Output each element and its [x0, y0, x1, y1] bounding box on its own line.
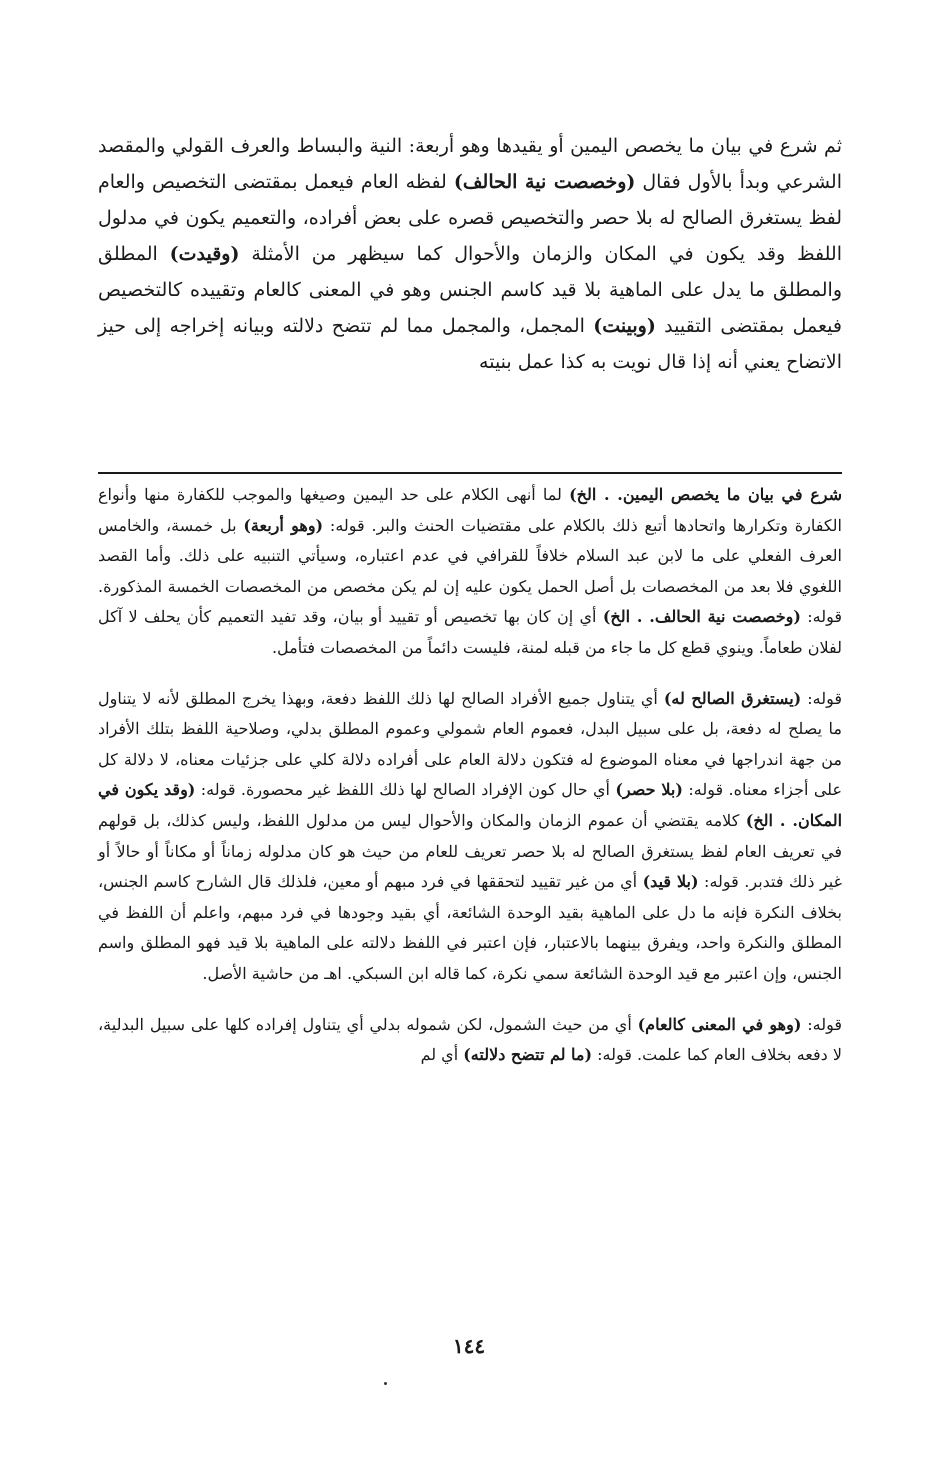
- footnote-bold: (وهو أربعة): [243, 515, 324, 535]
- footnote-text: لما أنهى الكلام على حد اليمين وصيغها والموجب للكفارة منها وأنواع الكفارة وتكرارها واتحادها أتبع ذلك بالكلام على مقتضيات الحنث والبر. قوله:: [98, 485, 843, 535]
- footnote-paragraph-3: [98, 1010, 842, 1071]
- footnote-text: أي حال كون الإفراد الصالح لها ذلك اللفظ غير محصورة. قوله:: [195, 780, 616, 800]
- footnote-bold: (وهو في المعنى كالعام): [637, 1014, 802, 1034]
- footnote-bold: (وخصصت نية الحالف. . الخ): [602, 607, 801, 627]
- footnote-bold: (بلا قيد): [642, 872, 699, 892]
- footnote-text: قوله:: [801, 1014, 843, 1034]
- footnote-bold: (بلا حصر): [615, 780, 683, 800]
- footnote-text: أي من حيث الشمول، لكن شموله بدلي أي يتناول إفراده كلها على سبيل البدلية، لا دفعه بخلاف العام كما علمت. قوله:: [98, 1014, 842, 1065]
- main-text-bold: (وخصصت نية الحالف): [453, 171, 636, 193]
- footnote-text: قوله:: [801, 688, 843, 708]
- footnote-text: أي يتناول جميع الأفراد الصالح لها ذلك اللفظ دفعة، وبهذا يخرج المطلق لأنه لا يتناول ما يصلح له دفعة، بل على سبيل البدل، فعموم العام شمولي وعموم المطلق بدلي، وصلاحية اللفظ بتلك الأفراد من جهة اندراجها في معناه الموضوع له فتكون دلالة العام على أفراده دلالة كلي على جزئيات معناه، لا دلالة كل على أجزاء معناه. قوله:: [98, 688, 843, 800]
- page-number: ١٤٤: [452, 1334, 486, 1358]
- scan-speck: [384, 1382, 387, 1385]
- main-text-segment: المطلق والمطلق ما يدل على الماهية بلا قيد كاسم الجنس وهو في المعنى كالعام وتقييده كالتخصيص فيعمل بمقتضى التقييد: [98, 243, 842, 337]
- main-text-segment: لفظه العام فيعمل بمقتضى التخصيص والعام لفظ يستغرق الصالح له بلا حصر والتخصيص قصره على بعض أفراده، والتعميم يكون في مدلول اللفظ وقد يكون في المكان والزمان والأحوال كما سيظهر من الأمثلة: [98, 171, 842, 265]
- main-text: [98, 128, 842, 380]
- footnote-text: أي لم: [420, 1045, 464, 1065]
- footnote-text: أي إن كان بها تخصيص أو تقييد أو بيان، وقد تفيد التعميم كأن يحلف لا آكل لفلان طعاماً. وينوي قطع كل ما جاء من قبله لمنة، فليست دائماً من المخصصات فتأمل.: [98, 607, 842, 657]
- main-text-segment: المجمل، والمجمل مما لم تتضح دلالته وبيانه إخراجه إلى حيز الاتضاح يعني أنه إذا قال نويت به كذا عمل بنيته: [98, 315, 842, 373]
- footnote-paragraph-2: [98, 684, 842, 990]
- footnote-bold: (ما لم تتضح دلالته): [463, 1045, 593, 1065]
- footnote-divider: [98, 472, 842, 474]
- footnote-text: بل خمسة، والخامس العرف الفعلي على ما لابن عبد السلام خلافاً للقرافي في عدم اعتباره، وسيأتي التنبيه على ذلك. وأما القصد اللغوي فلا بعد من المخصصات بل أصل الحمل يكون عليه إن لم يكن مخصص من المخصصات الخمسة المذكورة. قوله:: [98, 515, 843, 627]
- main-text-bold: (وبينت): [593, 315, 656, 337]
- footnotes: [98, 480, 842, 1091]
- footnote-bold: (يستغرق الصالح له): [663, 688, 802, 708]
- footnote-bold: يخصص اليمين. . الخ): [569, 485, 720, 504]
- footnote-text: كلامه يقتضي أن عموم الزمان والمكان والأحوال ليس من مدلول اللفظ، وليس كذلك، بل قولهم في تعريف العام لفظ يستغرق الصالح له بلا حصر تعريف للعام من حيث هو كان مدلوله زماناً أو مكاناً أو حالاً أو غير ذلك فتدبر. قوله:: [98, 810, 842, 892]
- main-text-bold: (وقيدت): [169, 243, 240, 265]
- main-text-segment: ثم شرع في بيان ما يخصص اليمين أو يقيدها وهو أربعة: النية والبساط والعرف القولي والمقصد الشرعي وبدأ بالأول فقال: [98, 135, 842, 193]
- footnote-bold: شرع في بيان ما: [719, 485, 842, 504]
- footnote-text: أي من غير تقييد لتحققها في فرد مبهم أو معين، فلذلك قال الشارح كاسم الجنس، بخلاف النكرة فإنه ما دل على الماهية بقيد الوحدة الشائعة، أي بقيد وجودها في فرد مبهم، واعلم أن اللفظ في المطلق والنكرة واحد، ويفرق بينهما بالاعتبار، فإن اعتبر في اللفظ دلالته على الماهية بلا قيد فهو المطلق واسم الجنس، وإن اعتبر مع قيد الوحدة الشائعة سمي نكرة، كما قاله ابن السبكي. اهـ من حاشية الأصل.: [98, 872, 843, 983]
- footnote-bold: (وقد يكون في المكان. . الخ): [98, 780, 843, 830]
- footnote-paragraph-1: [98, 480, 842, 664]
